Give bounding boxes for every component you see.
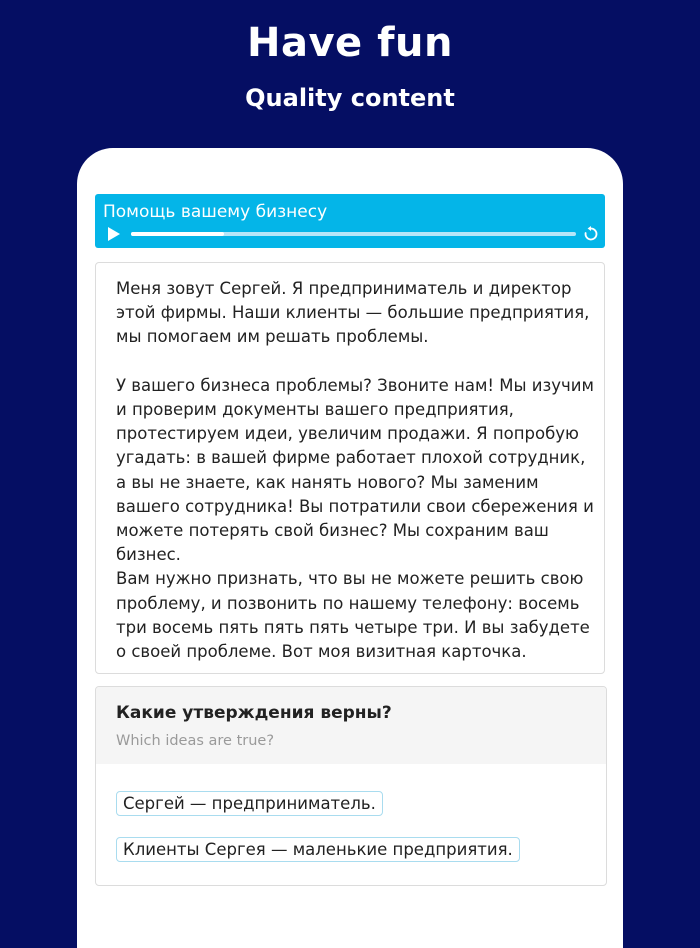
reading-text: Меня зовут Сергей. Я предприниматель и директор этой фирмы. Наши клиенты — большие предприятия, мы помогаем им решать проблемы. У вашего бизнеса проблемы? Звоните нам! Мы изучим и проверим документы вашего предприятия, протестируем идеи, увеличим продажи. Я попробую угадать: в вашей фирме работает плохой сотрудник, а вы не знаете, как нанять нового? Мы заменим вашего сотрудника! Вы потратили свои сбережения и можете потерять свой бизнес? Мы сохраним ваш бизнес. Вам нужно признать, что вы не можете решить свою проблему, и позвонить по нашему телефону: восемь три восемь пять пять пять четыре три. И вы забудете о своей проблеме. Вот моя визитная карточка. xyxy=(116,279,594,662)
question-title: Какие утверждения верны? xyxy=(116,703,392,723)
phone-screen xyxy=(77,148,623,948)
play-icon[interactable] xyxy=(107,226,121,242)
audio-progress-fill xyxy=(131,232,224,236)
question-card xyxy=(95,686,607,886)
audio-progress-bar[interactable] xyxy=(131,232,576,236)
reading-text-card xyxy=(95,262,605,674)
replay-icon[interactable] xyxy=(583,226,599,242)
question-subtitle: Which ideas are true? xyxy=(116,733,275,749)
audio-title: Помощь вашему бизнесу xyxy=(103,202,328,222)
answer-option[interactable]: Клиенты Сергея — маленькие предприятия. xyxy=(116,837,520,862)
promo-headline: Have fun xyxy=(247,20,453,66)
answer-option[interactable]: Сергей — предприниматель. xyxy=(116,791,383,816)
audio-player xyxy=(95,194,605,248)
promo-subheadline: Quality content xyxy=(245,84,455,112)
question-header xyxy=(96,687,606,764)
